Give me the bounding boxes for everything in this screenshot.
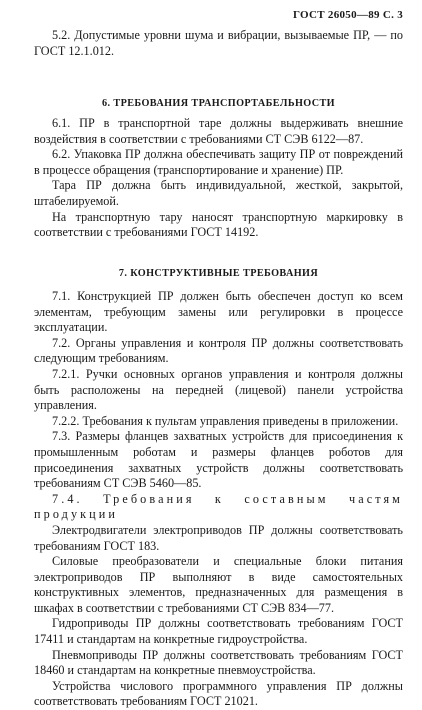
paragraph-7-4: 7.4. Требования к составным частям продукции bbox=[34, 491, 403, 522]
paragraph-7-2-2: 7.2.2. Требования к пультам управления приведены в приложении. bbox=[52, 413, 399, 428]
section-7-heading: 7. КОНСТРУКТИВНЫЕ ТРЕБОВАНИЯ bbox=[118, 268, 319, 279]
section-6-heading-block bbox=[34, 96, 403, 112]
section-6-body bbox=[34, 116, 403, 241]
paragraph-7-3: 7.3. Размеры фланцев захватных устройств для присоединения к промышленным роботам и размеры фланцев роботов для присоединения захватных устройств должны соответствовать требованиям СТ СЭВ 5460—85. bbox=[34, 429, 403, 491]
section-6-heading: 6. ТРЕБОВАНИЯ ТРАНСПОРТАБЕЛЬНОСТИ bbox=[101, 98, 335, 109]
paragraph-5-2: 5.2. Допустимые уровни шума и вибрации, вызываемые ПР, — по ГОСТ 12.1.012. bbox=[34, 28, 403, 58]
section-7-body bbox=[34, 289, 403, 710]
paragraph-electric-motors: Электродвигатели электроприводов ПР должны соответствовать требованиям ГОСТ 183. bbox=[34, 522, 403, 553]
paragraph-7-2: 7.2. Органы управления и контроля ПР должны соответствовать следующим требованиям. bbox=[34, 335, 403, 366]
paragraph-6-1: 6.1. ПР в транспортной таре должны выдерживать внешние воздействия в соответствии с требованиями СТ СЭВ 6122—87. bbox=[34, 116, 403, 146]
paragraph-cnc-devices: Устройства числового программного управления ПР должны соответствовать требованиям ГОСТ 21021. bbox=[34, 678, 403, 709]
paragraph-6-2: 6.2. Упаковка ПР должна обеспечивать защиту ПР от повреждений в процессе обращения (транспортирование и хранение) ПР. bbox=[34, 147, 403, 177]
section-7-heading-block bbox=[34, 266, 403, 282]
paragraph-7-1: 7.1. Конструкцией ПР должен быть обеспечен доступ ко всем элементам, требующим замены или регулировки в процессе эксплуатации. bbox=[34, 289, 403, 335]
paragraph-power-converters: Силовые преобразователи и специальные блоки питания электроприводов ПР выполняют в виде самостоятельных конструктивных элементов, предназначенных для размещения в шкафах в соответствии с требованиями СТ СЭВ 834—77. bbox=[34, 554, 403, 615]
page-header: ГОСТ 26050—89 С. 3 bbox=[292, 9, 403, 21]
paragraph-7-2-1: 7.2.1. Ручки основных органов управления и контроля должны быть расположены на передней (лицевой) панели устройства управления. bbox=[34, 366, 403, 413]
paragraph-hydraulic-drives: Гидроприводы ПР должны соответствовать требованиям ГОСТ 17411 и стандартам на конкретные гидроустройства. bbox=[34, 616, 403, 647]
paragraph-6-4: На транспортную тару наносят транспортную маркировку в соответствии с требованиями ГОСТ 14192. bbox=[34, 209, 403, 240]
paragraph-pneumatic-drives: Пневмоприводы ПР должны соответствовать требованиям ГОСТ 18460 и стандартам на конкретные пневмоустройства. bbox=[34, 647, 403, 678]
paragraph-6-3: Тара ПР должна быть индивидуальной, жесткой, закрытой, штабелируемой. bbox=[34, 178, 403, 208]
clause-5-2 bbox=[34, 28, 403, 59]
